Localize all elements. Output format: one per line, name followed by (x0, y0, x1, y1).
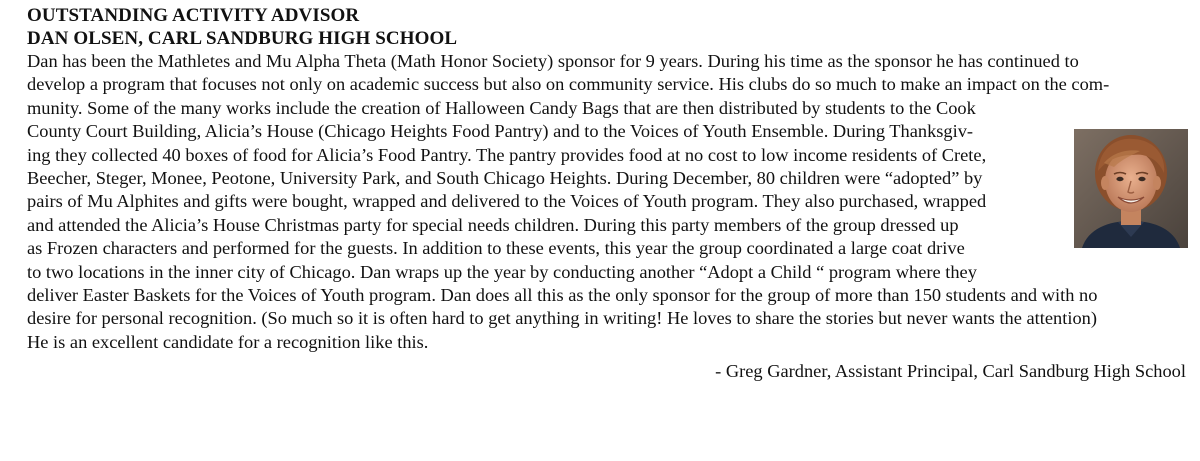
body-line: Dan has been the Mathletes and Mu Alpha Theta (Math Honor Society) sponsor for 9 years. During his time as the sponsor he has continued to (27, 51, 1079, 71)
body-line: Beecher, Steger, Monee, Peotone, University Park, and South Chicago Heights. During December, 80 children were “adopted” by (27, 168, 983, 189)
award-recipient: DAN OLSEN, CARL SANDBURG HIGH SCHOOL (27, 28, 458, 49)
award-title: OUTSTANDING ACTIVITY ADVISOR (27, 5, 360, 26)
body-line: pairs of Mu Alphites and gifts were bought, wrapped and delivered to the Voices of Youth program. They also purchased, wrapped (27, 191, 987, 212)
body-line: as Frozen characters and performed for the guests. In addition to these events, this year the group coordinated a large coat drive (27, 238, 965, 259)
nominator-signature: - Greg Gardner, Assistant Principal, Carl Sandburg High School (715, 361, 1186, 381)
advisor-portrait-photo (1074, 129, 1188, 248)
body-line: He is an excellent candidate for a recognition like this. (27, 331, 429, 352)
body-line: develop a program that focuses not only on academic success but also on community service. His clubs do so much to make an impact on the com- (27, 74, 1110, 95)
body-line: deliver Easter Baskets for the Voices of Youth program. Dan does all this as the only sponsor for the group of more than 150 students and with no (27, 285, 1098, 306)
nomination-text (27, 50, 1192, 354)
body-line: to two locations in the inner city of Chicago. Dan wraps up the year by conducting another “Adopt a Child “ program where they (27, 261, 977, 282)
portrait-illustration (1074, 129, 1188, 248)
body-line: munity. Some of the many works include the creation of Halloween Candy Bags that are then distributed by students to the Cook (27, 97, 976, 118)
body-line: and attended the Alicia’s House Christmas party for special needs children. During this party members of the group dressed up (27, 214, 959, 235)
body-line: ing they collected 40 boxes of food for Alicia’s Food Pantry. The pantry provides food at no cost to low income residents of Crete, (27, 144, 987, 165)
body-line: desire for personal recognition. (So much so it is often hard to get anything in writing! He loves to share the stories but never wants the attention) (27, 308, 1097, 329)
body-line: County Court Building, Alicia’s House (Chicago Heights Food Pantry) and to the Voices of Youth Ensemble. During Thanksgiv- (27, 121, 974, 142)
award-document (27, 4, 1192, 354)
